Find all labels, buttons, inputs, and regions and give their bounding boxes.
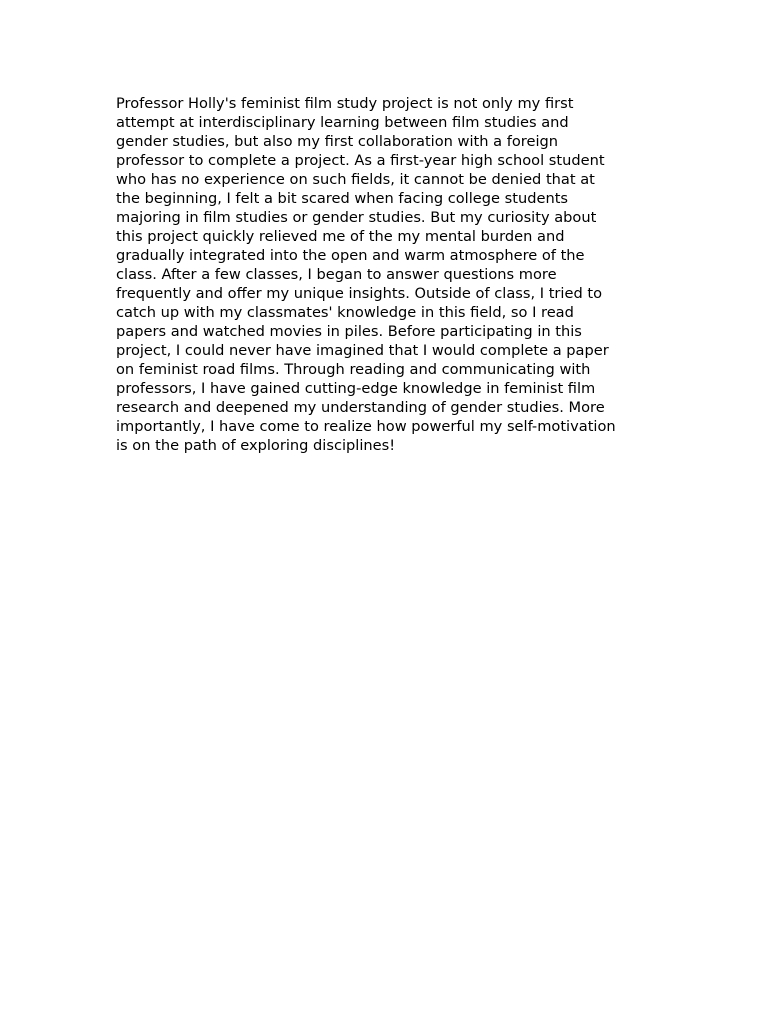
paragraph-line: the beginning, I felt a bit scared when facing college students <box>116 190 569 207</box>
paragraph-line: frequently and offer my unique insights. Outside of class, I tried to <box>116 285 602 302</box>
paragraph-line: professor to complete a project. As a first-year high school student <box>116 152 605 169</box>
paragraph-line: project, I could never have imagined that I would complete a paper <box>116 342 609 359</box>
paragraph-line: on feminist road films. Through reading and communicating with <box>116 361 591 378</box>
paragraph-line: class. After a few classes, I began to answer questions more <box>116 266 557 283</box>
body-paragraph <box>116 94 656 455</box>
paragraph-line: papers and watched movies in piles. Before participating in this <box>116 323 582 340</box>
paragraph-line: importantly, I have come to realize how powerful my self-motivation <box>116 418 616 435</box>
paragraph-line: Professor Holly's feminist film study project is not only my first <box>116 95 574 112</box>
paragraph-line: majoring in film studies or gender studies. But my curiosity about <box>116 209 597 226</box>
paragraph-line: this project quickly relieved me of the my mental burden and <box>116 228 565 245</box>
paragraph-line: who has no experience on such fields, it cannot be denied that at <box>116 171 595 188</box>
paragraph-line: gradually integrated into the open and warm atmosphere of the <box>116 247 585 264</box>
paragraph-line: is on the path of exploring disciplines! <box>116 437 396 454</box>
paragraph-line: gender studies, but also my first collaboration with a foreign <box>116 133 559 150</box>
paragraph-line: professors, I have gained cutting-edge knowledge in feminist film <box>116 380 596 397</box>
paragraph-line: catch up with my classmates' knowledge in this field, so I read <box>116 304 574 321</box>
paragraph-line: research and deepened my understanding of gender studies. More <box>116 399 605 416</box>
paragraph-line: attempt at interdisciplinary learning between film studies and <box>116 114 569 131</box>
